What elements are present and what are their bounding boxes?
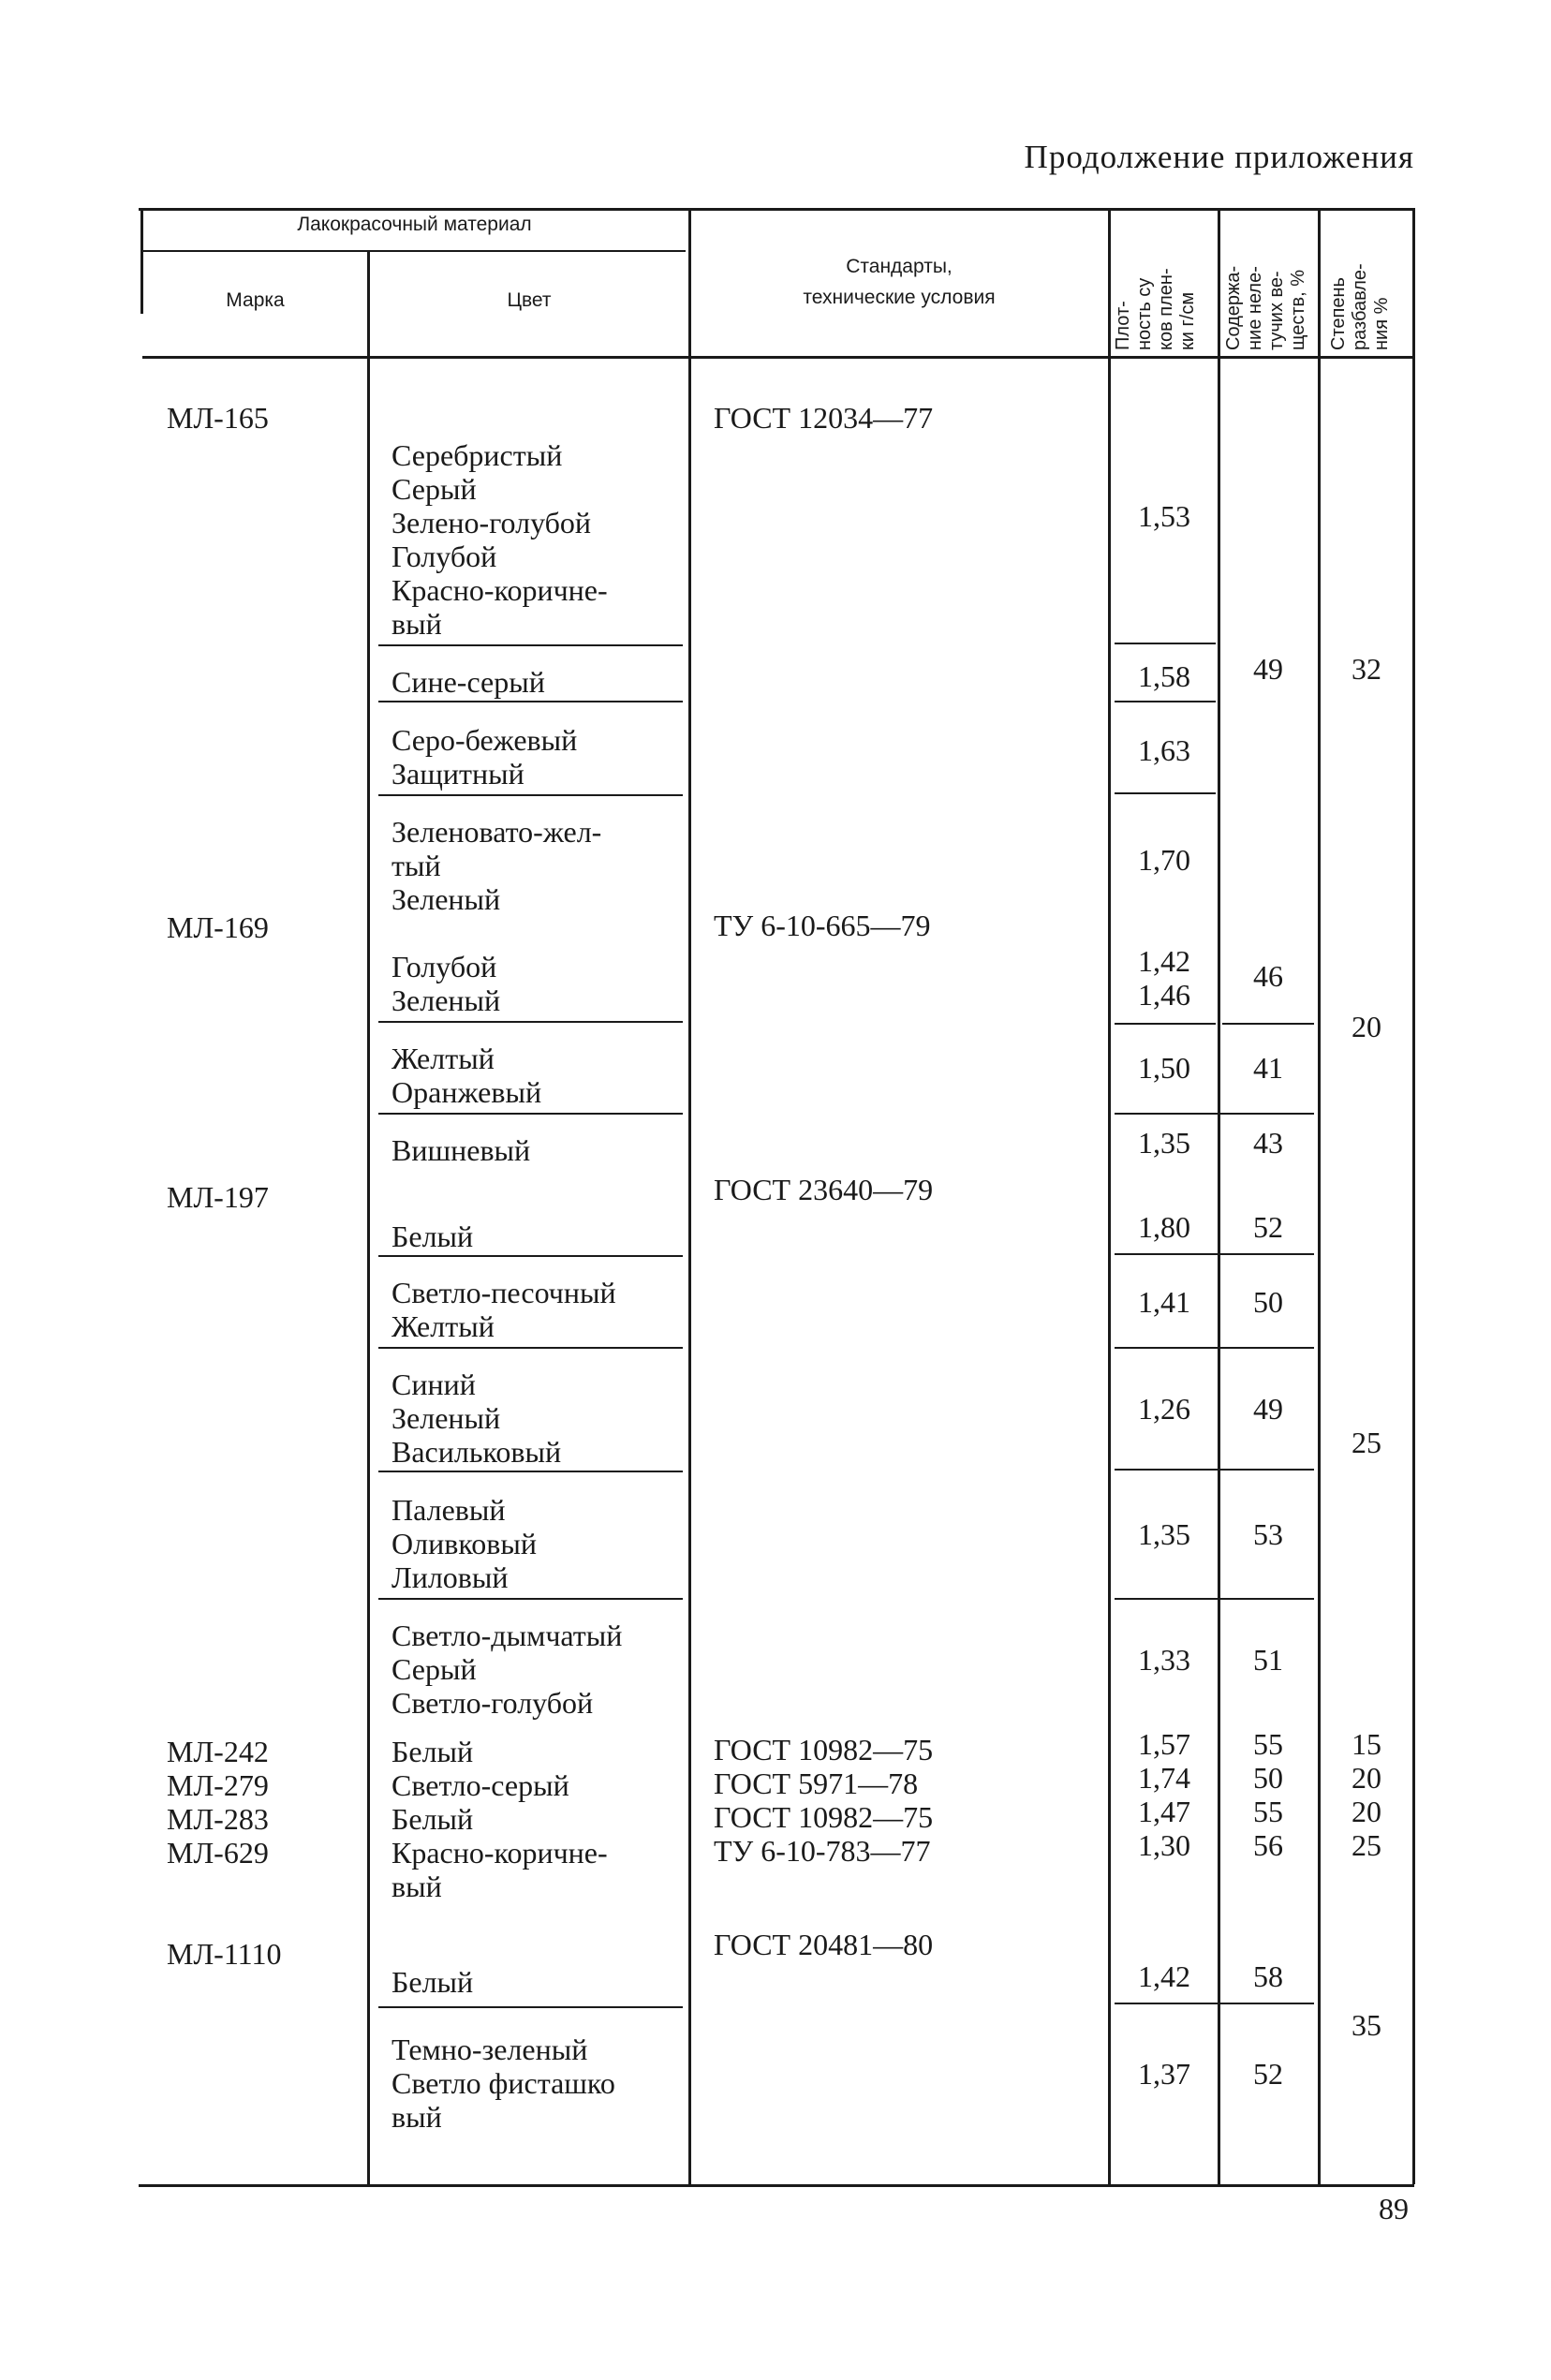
color-group: Белый bbox=[391, 1220, 474, 1253]
density-cell: 1,35 bbox=[1138, 1126, 1190, 1160]
nonvolatile-cell: 41 bbox=[1253, 1051, 1283, 1085]
standard-cell: ГОСТ 12034—77 bbox=[714, 401, 934, 435]
dilution-cell: 20 bbox=[1352, 1795, 1381, 1828]
density-cell: 1,63 bbox=[1138, 733, 1190, 767]
density-divider bbox=[1115, 643, 1216, 644]
mark-cell: МЛ-242 bbox=[167, 1735, 269, 1768]
color-group: Сине-серый bbox=[391, 665, 545, 699]
mark-cell: МЛ-279 bbox=[167, 1768, 269, 1802]
nonvolatile-cell: 50 bbox=[1253, 1285, 1283, 1319]
density-cell: 1,41 bbox=[1138, 1285, 1190, 1319]
table-bottom-border bbox=[139, 2184, 1414, 2187]
color-group: Светло-дымчатый Серый Светло-голубой bbox=[391, 1619, 623, 1720]
standard-cell: ГОСТ 10982—75 bbox=[714, 1733, 934, 1767]
color-divider bbox=[378, 1255, 683, 1257]
dilution-cell: 25 bbox=[1352, 1828, 1381, 1862]
nonvolatile-cell: 43 bbox=[1253, 1126, 1283, 1160]
standard-cell: ГОСТ 23640—79 bbox=[714, 1173, 934, 1206]
color-divider bbox=[378, 2006, 683, 2008]
mark-cell: МЛ-283 bbox=[167, 1802, 269, 1836]
mark-header: Марка bbox=[226, 289, 285, 311]
nonvolatile-cell: 55 bbox=[1253, 1795, 1283, 1828]
mark-cell: МЛ-169 bbox=[167, 910, 269, 944]
nonvolatile-cell: 53 bbox=[1253, 1517, 1283, 1551]
color-group: Серебристый Серый Зелено-голубой Голубой Красно-коричне- вый bbox=[391, 438, 608, 641]
standard-density-divider bbox=[1108, 208, 1111, 2184]
density-divider bbox=[1115, 792, 1216, 794]
density-cell: 1,80 bbox=[1138, 1210, 1190, 1244]
density-cell: 1,58 bbox=[1138, 659, 1190, 693]
mark-cell: МЛ-1110 bbox=[167, 1937, 282, 1971]
standard-cell: ГОСТ 10982—75 bbox=[714, 1800, 934, 1834]
color-group: Белый bbox=[391, 1965, 474, 1999]
color-group: Палевый Оливковый Лиловый bbox=[391, 1493, 537, 1594]
nonvolatile-cell: 51 bbox=[1253, 1643, 1283, 1677]
nonvolatile-cell: 49 bbox=[1253, 1392, 1283, 1426]
row-divider bbox=[1115, 2003, 1314, 2004]
dilution-header: Степень разбавле- ния % bbox=[1328, 263, 1392, 350]
color-header: Цвет bbox=[507, 289, 552, 311]
color-standard-divider bbox=[688, 208, 691, 2184]
mark-color-divider bbox=[367, 250, 370, 2184]
density-cell: 1,74 bbox=[1138, 1761, 1190, 1795]
density-nonvolatile-divider bbox=[1218, 208, 1220, 2184]
dilution-cell: 20 bbox=[1352, 1010, 1381, 1043]
nonvolatile-cell: 49 bbox=[1253, 652, 1283, 686]
density-cell: 1,70 bbox=[1138, 843, 1190, 877]
standard-cell: ГОСТ 20481—80 bbox=[714, 1928, 934, 1961]
table-top-border bbox=[139, 208, 1414, 211]
density-cell: 1,50 bbox=[1138, 1051, 1190, 1085]
color-divider bbox=[378, 1113, 683, 1115]
density-cell: 1,42 bbox=[1138, 1959, 1190, 1993]
nonvolatile-cell: 55 bbox=[1253, 1727, 1283, 1761]
density-cell: 1,53 bbox=[1138, 499, 1190, 533]
color-group: Вишневый bbox=[391, 1133, 531, 1167]
density-cell: 1,47 bbox=[1138, 1795, 1190, 1828]
density-cell: 1,33 bbox=[1138, 1643, 1190, 1677]
left-border bbox=[140, 208, 143, 314]
row-divider bbox=[1115, 1469, 1314, 1471]
mark-cell: МЛ-197 bbox=[167, 1180, 269, 1214]
color-divider bbox=[378, 1598, 683, 1600]
density-cell: 1,35 bbox=[1138, 1517, 1190, 1551]
nonvolatile-cell: 46 bbox=[1253, 959, 1283, 993]
nonvolatile-cell: 58 bbox=[1253, 1959, 1283, 1993]
color-group: Желтый Оранжевый bbox=[391, 1042, 542, 1109]
nonvolatile-divider bbox=[1222, 1023, 1314, 1025]
right-border bbox=[1412, 208, 1415, 2184]
density-cell: 1,46 bbox=[1138, 978, 1190, 1012]
color-divider bbox=[378, 1471, 683, 1472]
nonvolatile-header: Содержа- ние неле- тучих ве- ществ, % bbox=[1223, 265, 1308, 350]
nonvolatile-cell: 52 bbox=[1253, 1210, 1283, 1244]
nonvolatile-dilution-divider bbox=[1318, 208, 1321, 2184]
nonvolatile-cell: 56 bbox=[1253, 1828, 1283, 1862]
material-group-underline bbox=[142, 250, 686, 252]
standard-cell: ТУ 6-10-665—79 bbox=[714, 909, 931, 942]
standards-header-line1: Стандарты, bbox=[846, 256, 953, 277]
color-group: Белый Светло-серый Белый Красно-коричне- вый bbox=[391, 1735, 608, 1903]
density-divider bbox=[1115, 1023, 1216, 1025]
row-divider bbox=[1115, 1347, 1314, 1349]
header-bottom-border bbox=[142, 356, 1414, 359]
mark-cell: МЛ-165 bbox=[167, 401, 269, 435]
color-divider bbox=[378, 1021, 683, 1023]
nonvolatile-cell: 52 bbox=[1253, 2057, 1283, 2091]
standard-cell: ТУ 6-10-783—77 bbox=[714, 1834, 931, 1868]
dilution-cell: 20 bbox=[1352, 1761, 1381, 1795]
material-group-header: Лакокрасочный материал bbox=[297, 214, 532, 235]
row-divider bbox=[1115, 1598, 1314, 1600]
color-divider bbox=[378, 644, 683, 646]
continuation-heading: Продолжение приложения bbox=[1024, 139, 1414, 175]
color-group: Серо-бежевый Защитный bbox=[391, 723, 578, 791]
color-group: Темно-зеленый Светло фисташко вый bbox=[391, 2033, 615, 2134]
dilution-cell: 15 bbox=[1352, 1727, 1381, 1761]
row-divider bbox=[1115, 1253, 1314, 1255]
dilution-cell: 32 bbox=[1352, 652, 1381, 686]
density-divider bbox=[1115, 701, 1216, 702]
color-group: Зеленовато-жел- тый Зеленый bbox=[391, 815, 602, 916]
density-cell: 1,42 bbox=[1138, 944, 1190, 978]
density-cell: 1,57 bbox=[1138, 1727, 1190, 1761]
mark-cell: МЛ-629 bbox=[167, 1836, 269, 1870]
color-divider bbox=[378, 1347, 683, 1349]
dilution-cell: 25 bbox=[1352, 1426, 1381, 1459]
color-divider bbox=[378, 794, 683, 796]
standards-header-line2: технические условия bbox=[803, 287, 996, 308]
density-cell: 1,30 bbox=[1138, 1828, 1190, 1862]
color-group: Голубой Зеленый bbox=[391, 950, 501, 1017]
color-group: Синий Зеленый Васильковый bbox=[391, 1367, 562, 1469]
color-divider bbox=[378, 701, 683, 702]
color-group: Светло-песочный Желтый bbox=[391, 1276, 616, 1343]
page-number: 89 bbox=[1379, 2192, 1409, 2225]
standard-cell: ГОСТ 5971—78 bbox=[714, 1767, 919, 1800]
density-cell: 1,26 bbox=[1138, 1392, 1190, 1426]
dilution-cell: 35 bbox=[1352, 2008, 1381, 2042]
row-divider bbox=[1115, 1113, 1314, 1115]
nonvolatile-cell: 50 bbox=[1253, 1761, 1283, 1795]
density-header: Плот- ность су ков плен- ки г/см bbox=[1113, 268, 1198, 350]
density-cell: 1,37 bbox=[1138, 2057, 1190, 2091]
